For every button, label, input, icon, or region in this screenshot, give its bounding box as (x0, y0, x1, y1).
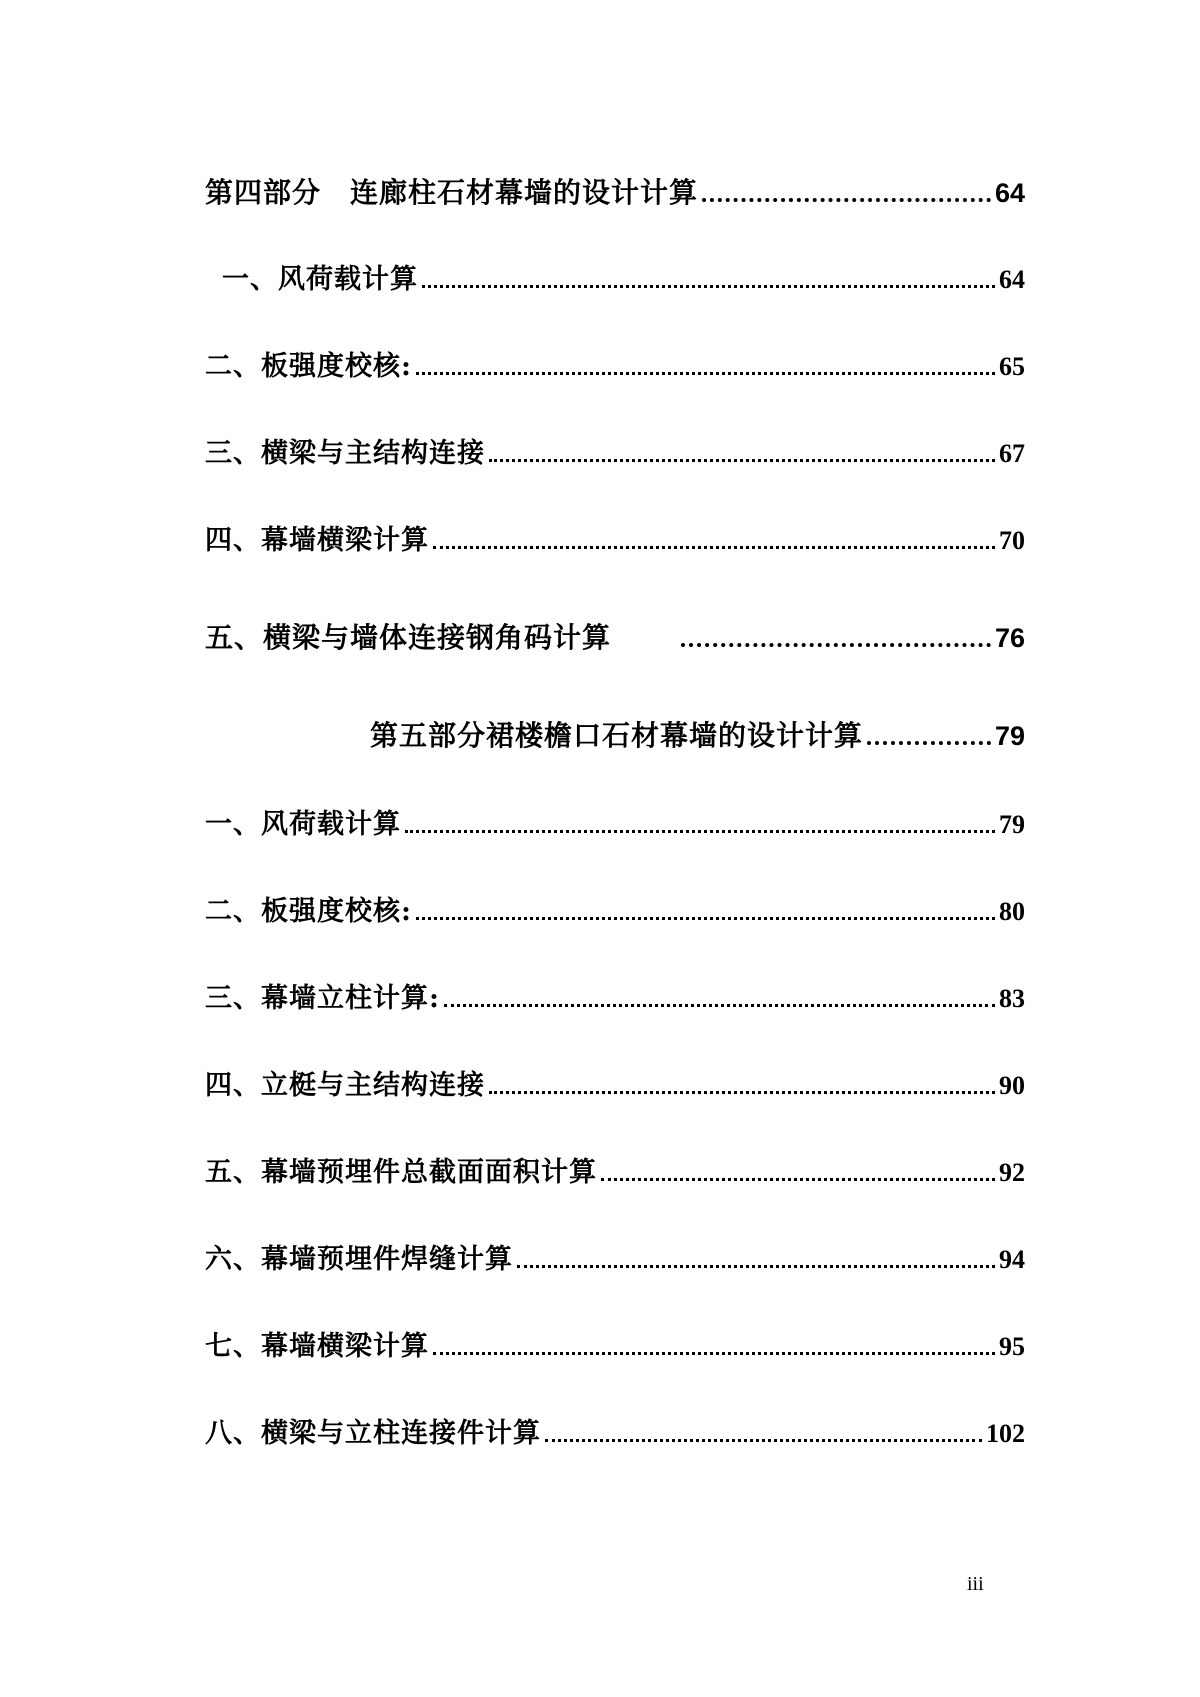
toc-title: 一、风荷载计算 (205, 809, 401, 840)
toc-title: 五、幕墙预埋件总截面面积计算 (205, 1157, 597, 1188)
toc-title: 三、横梁与主结构连接 (205, 438, 485, 469)
toc-entry[interactable] (205, 885, 1025, 925)
toc-entry[interactable] (205, 1320, 1025, 1360)
toc-entry[interactable] (205, 972, 1025, 1012)
toc-entry[interactable] (205, 1146, 1025, 1186)
toc-title: 六、幕墙预埋件焊缝计算 (205, 1244, 513, 1275)
toc-title: 五、横梁与墙体连接钢角码计算 (205, 621, 612, 654)
toc-leader (422, 285, 995, 288)
toc-leader (444, 1004, 995, 1007)
toc-entry[interactable] (205, 798, 1025, 838)
toc-leader (702, 198, 991, 202)
toc-page-number: 64 (994, 178, 1025, 208)
toc-title: 四、立梃与主结构连接 (205, 1070, 485, 1101)
toc-leader (681, 643, 991, 647)
toc-title: 二、板强度校核: (205, 351, 412, 382)
toc-page-number: 76 (994, 623, 1025, 653)
toc-entry[interactable] (222, 253, 1025, 293)
toc-leader (867, 741, 991, 745)
toc-leader (416, 917, 995, 920)
toc-title: 八、横梁与立柱连接件计算 (205, 1418, 541, 1449)
toc-page-number: 79 (994, 721, 1025, 751)
toc-title: 三、幕墙立柱计算: (205, 983, 440, 1014)
toc-page-number: 79 (999, 810, 1025, 839)
toc-entry[interactable] (205, 427, 1025, 467)
toc-entry[interactable] (205, 1233, 1025, 1273)
toc-leader (517, 1265, 995, 1268)
toc-title: 二、板强度校核: (205, 896, 412, 927)
toc-entry[interactable] (205, 340, 1025, 380)
toc-page-number: 90 (999, 1071, 1025, 1100)
toc-page-number: 94 (999, 1245, 1025, 1274)
toc-leader (416, 372, 995, 375)
toc-part5-heading[interactable] (370, 710, 1025, 750)
toc-page-number: 70 (999, 526, 1025, 555)
toc-entry[interactable] (205, 612, 1025, 652)
toc-page-number: 67 (999, 439, 1025, 468)
toc-leader (601, 1178, 995, 1181)
toc-page-number: 102 (986, 1419, 1025, 1448)
toc-entry[interactable] (205, 1059, 1025, 1099)
toc-title: 一、风荷载计算 (222, 264, 418, 295)
toc-title: 七、幕墙横梁计算 (205, 1331, 429, 1362)
toc-title: 四、幕墙横梁计算 (205, 525, 429, 556)
toc-leader (489, 459, 995, 462)
footer-page-number: iii (967, 1573, 984, 1595)
toc-leader (405, 830, 995, 833)
toc-leader (489, 1091, 995, 1094)
toc-page-number: 64 (999, 265, 1025, 294)
toc-page-number: 65 (999, 352, 1025, 381)
toc-leader (433, 546, 995, 549)
toc-entry[interactable] (205, 514, 1025, 554)
toc-page-number: 92 (999, 1158, 1025, 1187)
toc-page-number: 80 (999, 897, 1025, 926)
toc-title: 第四部分 连廊柱石材幕墙的设计计算 (205, 176, 699, 209)
toc-page-number: 83 (999, 984, 1025, 1013)
toc-title: 第五部分裙楼檐口石材幕墙的设计计算 (370, 719, 864, 752)
toc-part4-heading[interactable] (205, 167, 1025, 207)
toc-page-number: 95 (999, 1332, 1025, 1361)
toc-leader (433, 1352, 995, 1355)
toc-entry[interactable] (205, 1407, 1025, 1447)
toc-leader (545, 1439, 982, 1442)
